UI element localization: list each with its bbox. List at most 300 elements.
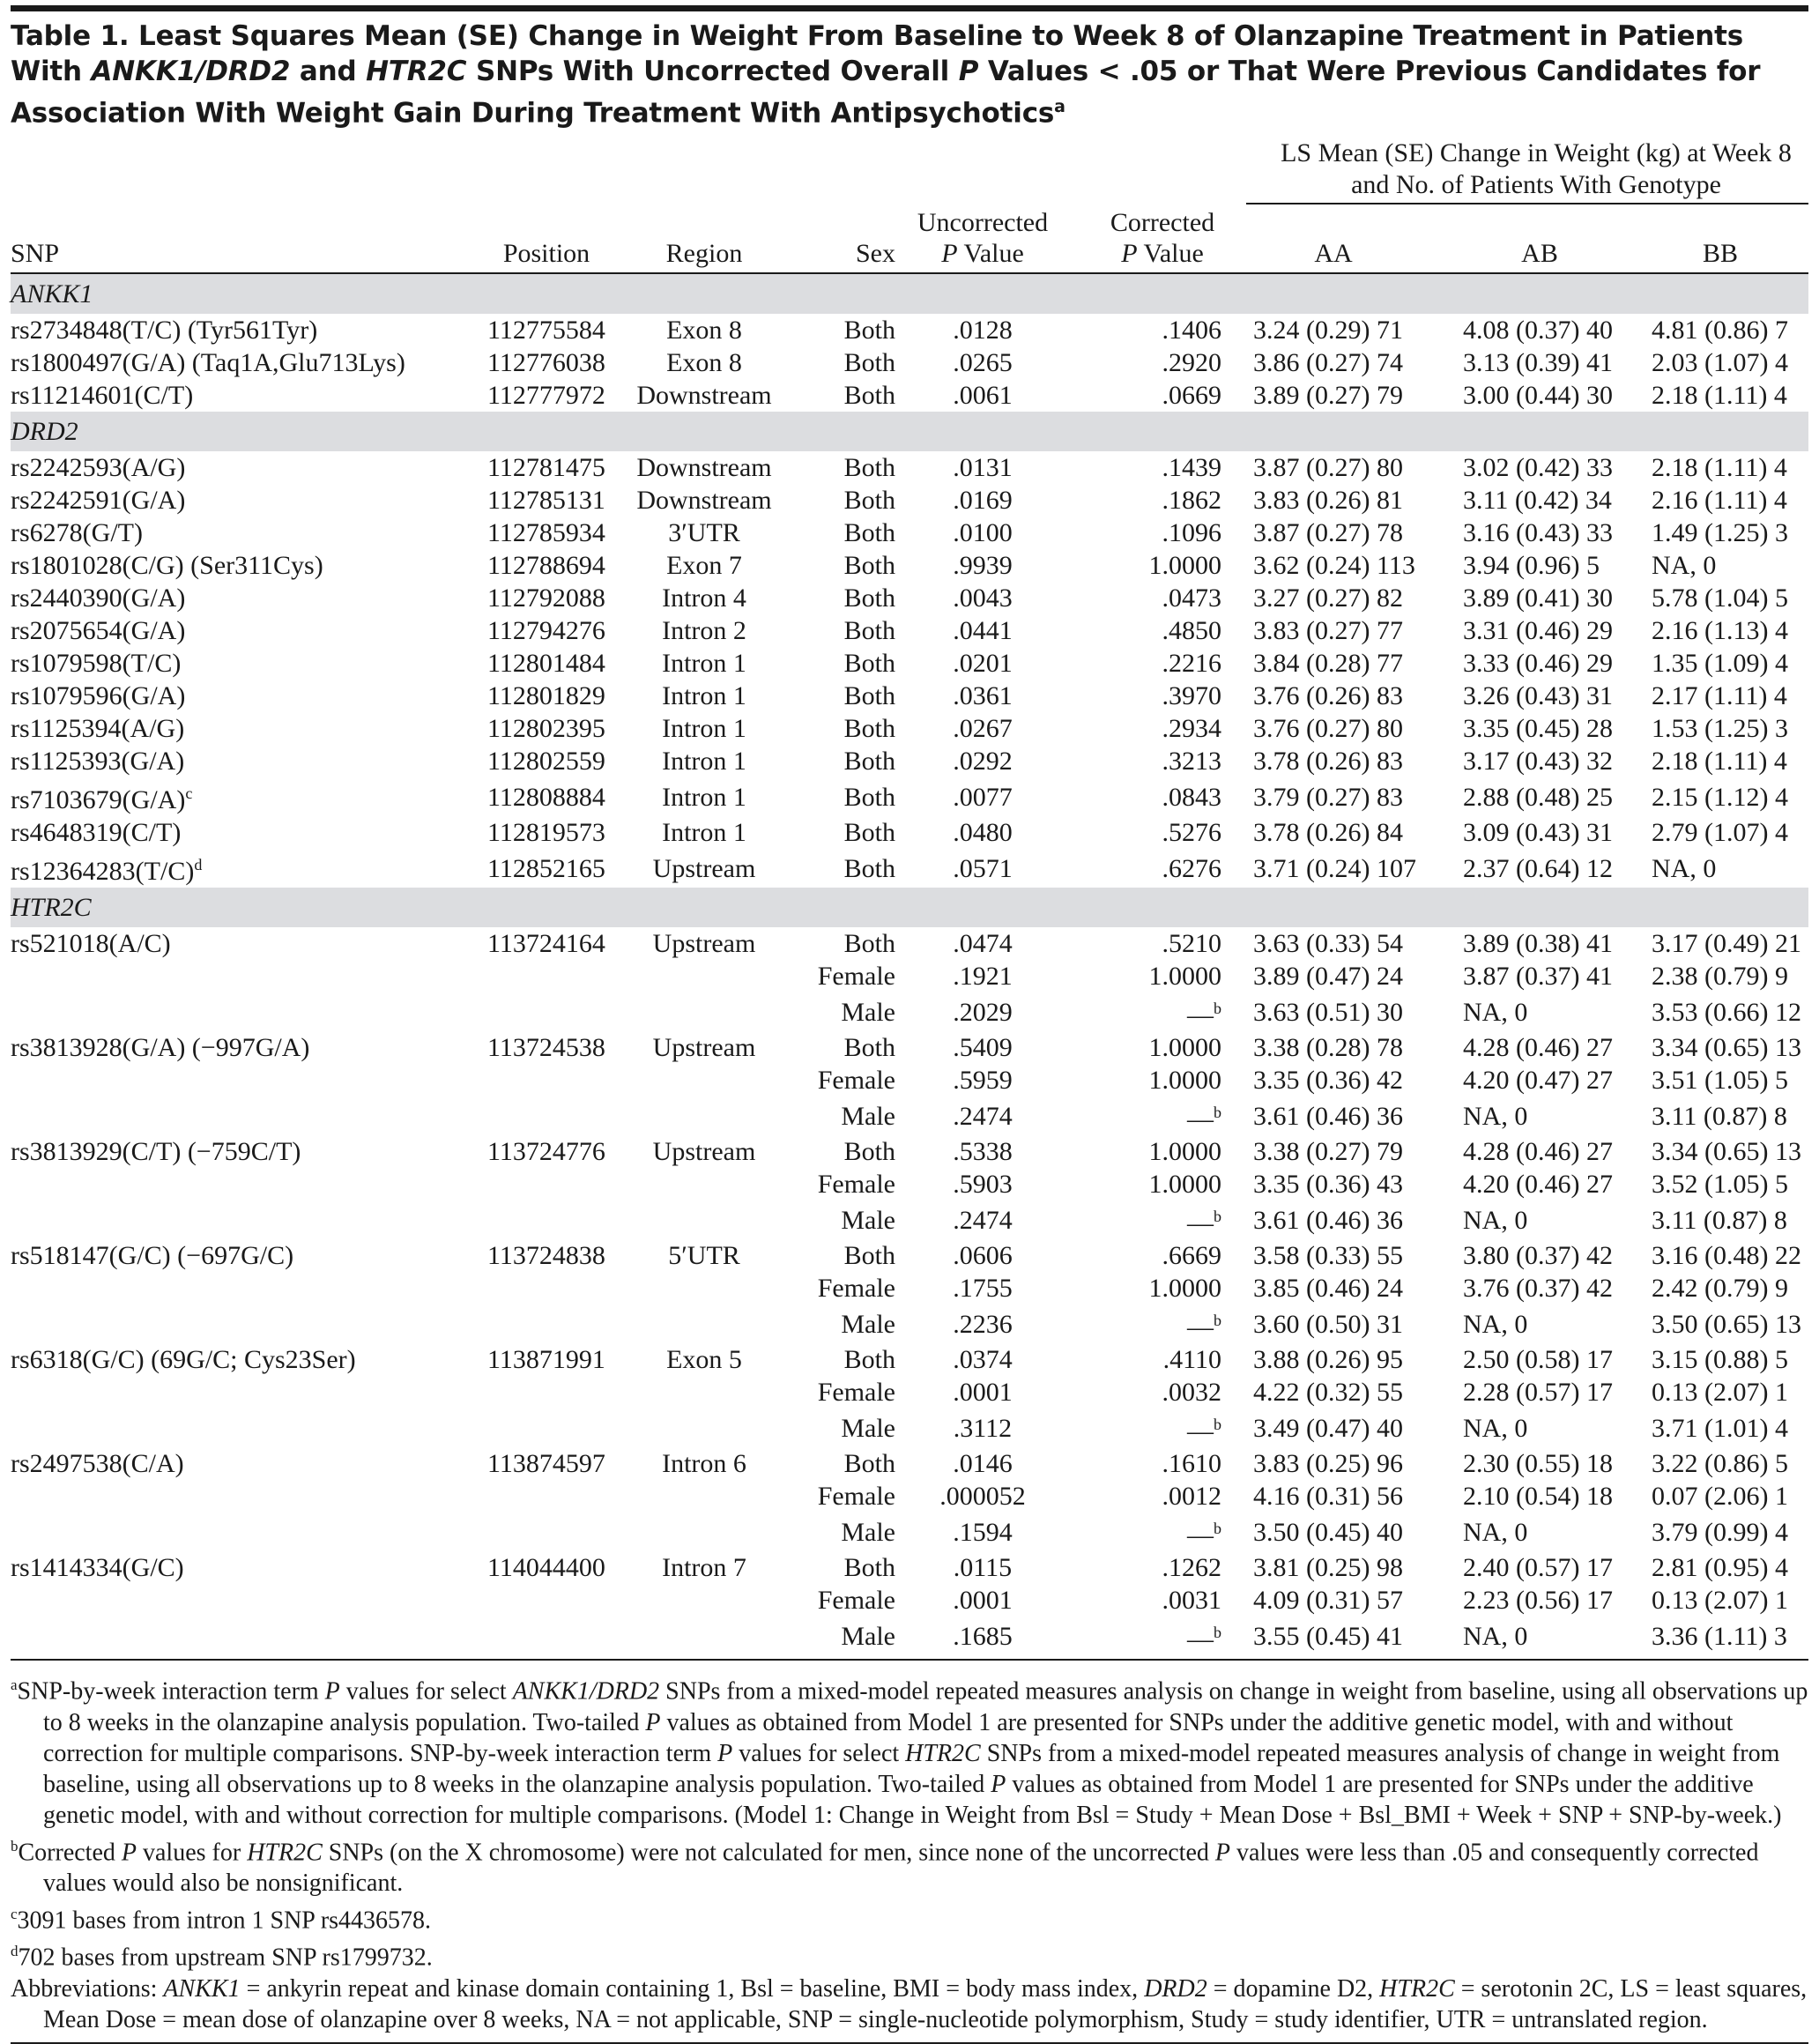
gene-group-label: DRD2 — [11, 412, 1808, 451]
uncorrected-p-cell: .0292 — [953, 747, 1013, 777]
bb-cell: 3.36 (1.11) 3 — [1632, 1617, 1808, 1660]
aa-cell: 3.50 (0.45) 40 — [1253, 1517, 1403, 1547]
position-cell: 113724164 — [487, 929, 605, 959]
region-header: Region — [620, 238, 788, 273]
title-text: Values < .05 or That Were Previous Candidates for Association With Weight Gain During Treatment With Antipsychotics — [11, 56, 1761, 130]
corrected-p-value: — — [1187, 1208, 1214, 1238]
ab-cell: 2.88 (0.48) 25 — [1463, 782, 1613, 812]
ab-cell: 3.89 (0.41) 30 — [1463, 583, 1613, 613]
region-cell — [620, 1376, 788, 1409]
corrected-p-value: 1.0000 — [1148, 1170, 1221, 1200]
corrected-p-cell — [1061, 1064, 1246, 1096]
corrected-p-cell — [1061, 614, 1246, 647]
footnote-text: 702 bases from upstream SNP rs1799732. — [18, 1944, 433, 1972]
region-cell: Upstream — [652, 1033, 756, 1063]
sex-cell: Female — [817, 1482, 895, 1512]
position-cell: 112808884 — [487, 782, 605, 812]
corrected-p-cell — [1061, 1584, 1246, 1617]
region-cell: Downstream — [636, 453, 772, 483]
footnote — [11, 1973, 1808, 2035]
gene-group-row — [11, 273, 1808, 314]
snp-cell — [11, 1376, 472, 1409]
bb-cell: 3.79 (0.99) 4 — [1652, 1517, 1788, 1547]
corrected-p-header — [1061, 238, 1246, 273]
snp-cell — [11, 1272, 472, 1304]
sex-cell: Male — [841, 997, 895, 1027]
aa-cell: 3.63 (0.33) 54 — [1253, 929, 1403, 959]
uncorrected-p-cell: .0441 — [953, 616, 1013, 646]
table-row — [11, 927, 1808, 960]
table-row — [11, 1200, 1808, 1239]
gene-group-row — [11, 888, 1808, 927]
p-italic: P — [1121, 239, 1138, 269]
sex-cell: Both — [843, 649, 895, 679]
snp-cell — [11, 484, 472, 517]
position-cell — [472, 1064, 620, 1096]
corrected-p-value: .1096 — [1162, 518, 1221, 548]
position-cell — [472, 1376, 620, 1409]
position-cell: 112792088 — [487, 583, 605, 613]
position-header: Position — [472, 238, 620, 273]
snp-name: rs4648319(C/T) — [11, 818, 182, 848]
title-footnote-mark: a — [1054, 97, 1065, 116]
footnote-text: ANKK1/DRD2 — [512, 1677, 660, 1706]
region-cell — [620, 1096, 788, 1135]
corrected-p-cell — [1061, 1304, 1246, 1343]
uncorrected-p-cell: .0361 — [953, 681, 1013, 711]
uncorrected-p-cell: .0606 — [953, 1241, 1013, 1271]
table-row — [11, 614, 1808, 647]
uncorrected-p-cell: .0043 — [953, 583, 1013, 613]
table-row — [11, 745, 1808, 777]
ab-cell: 4.20 (0.47) 27 — [1463, 1066, 1613, 1096]
position-cell: 113724538 — [487, 1033, 605, 1063]
ab-cell: 3.87 (0.37) 41 — [1463, 962, 1613, 992]
footnote — [11, 1831, 1808, 1899]
sex-cell: Female — [817, 1586, 895, 1616]
bb-cell: 3.11 (0.87) 8 — [1652, 1101, 1787, 1131]
bb-cell: 2.18 (1.11) 4 — [1652, 381, 1787, 411]
aa-cell: 3.89 (0.27) 79 — [1253, 381, 1403, 411]
uncorrected-p-cell: .2236 — [953, 1309, 1013, 1339]
table-row — [11, 451, 1808, 484]
corrected-p-cell — [1061, 1409, 1246, 1447]
sex-cell: Both — [843, 747, 895, 777]
region-cell: Intron 1 — [662, 649, 746, 679]
corrected-p-value: — — [1187, 1104, 1214, 1134]
sex-cell: Both — [843, 1345, 895, 1375]
aa-cell: 4.09 (0.31) 57 — [1253, 1586, 1403, 1616]
uncorrected-p-cell: .5903 — [953, 1170, 1013, 1200]
position-cell: 112785131 — [487, 486, 605, 516]
corrected-p-value: .4850 — [1162, 616, 1221, 646]
ab-cell: NA, 0 — [1463, 1413, 1528, 1443]
bb-cell: 3.34 (0.65) 13 — [1652, 1033, 1801, 1063]
snp-name: rs1414334(G/C) — [11, 1553, 184, 1583]
uncorrected-p-cell: .0100 — [953, 518, 1013, 548]
bb-cell: 1.53 (1.25) 3 — [1652, 714, 1788, 744]
snp-name: rs3813929(C/T) (−759C/T) — [11, 1137, 301, 1167]
table-row — [11, 1513, 1808, 1551]
corrected-p-value: .2934 — [1162, 714, 1221, 744]
snp-name: rs7103679(G/A) — [11, 785, 186, 815]
position-cell: 112819573 — [487, 818, 605, 848]
snp-name: rs2497538(C/A) — [11, 1449, 184, 1479]
footnote-text: SNPs (on the X chromosome) were not calculated for men, since none of the uncorrected — [322, 1838, 1215, 1866]
ab-cell: NA, 0 — [1463, 1101, 1528, 1131]
bb-cell: 0.13 (2.07) 1 — [1652, 1378, 1788, 1408]
sex-cell: Female — [817, 1378, 895, 1408]
footnote-text: HTR2C — [247, 1838, 323, 1866]
corrected-p-cell — [1061, 1096, 1246, 1135]
snp-cell — [11, 1064, 472, 1096]
snp-cell — [11, 549, 472, 582]
table-row — [11, 1376, 1808, 1409]
corrected-p-value: .0012 — [1162, 1482, 1221, 1512]
aa-cell: 3.83 (0.26) 81 — [1253, 486, 1403, 516]
bb-cell: 2.42 (0.79) 9 — [1652, 1274, 1788, 1304]
corrected-p-cell — [1061, 1272, 1246, 1304]
table-row — [11, 1168, 1808, 1200]
sex-cell: Both — [843, 1241, 895, 1271]
ab-cell: 3.89 (0.38) 41 — [1463, 929, 1613, 959]
snp-name: rs1801028(C/G) (Ser311Cys) — [11, 551, 323, 581]
corrected-p-value: — — [1187, 1520, 1214, 1550]
position-cell — [472, 1480, 620, 1513]
ab-cell: 3.00 (0.44) 30 — [1463, 381, 1613, 411]
ab-cell: 2.30 (0.55) 18 — [1463, 1449, 1613, 1479]
region-cell — [620, 1409, 788, 1447]
ab-cell: 4.28 (0.46) 27 — [1463, 1137, 1613, 1167]
aa-cell: 3.35 (0.36) 43 — [1253, 1170, 1403, 1200]
sex-cell: Both — [843, 616, 895, 646]
region-cell: Downstream — [636, 381, 772, 411]
aa-cell: 3.24 (0.29) 71 — [1253, 316, 1403, 346]
ab-cell: 3.31 (0.46) 29 — [1463, 616, 1613, 646]
corrected-p-cell — [1061, 1551, 1246, 1584]
uncorrected-p-cell: .0571 — [953, 853, 1013, 883]
snp-name: rs6278(G/T) — [11, 518, 143, 548]
sex-cell: Male — [841, 1101, 895, 1131]
uncorrected-p-cell: .000052 — [939, 1482, 1026, 1512]
footnote-mark: c — [11, 1905, 18, 1922]
corrected-p-value: .1862 — [1162, 486, 1221, 516]
bb-cell: 1.49 (1.25) 3 — [1652, 518, 1788, 548]
top-rule — [11, 5, 1808, 11]
position-cell: 112788694 — [487, 551, 605, 581]
position-cell: 112776038 — [487, 348, 605, 378]
bb-cell: 2.18 (1.11) 4 — [1652, 747, 1787, 777]
corrected-p-cell — [1061, 1135, 1246, 1168]
data-table — [11, 138, 1808, 1661]
footnote — [11, 1899, 1808, 1936]
footnote-text: SNP-by-week interaction term — [17, 1677, 325, 1706]
ab-header: AB — [1447, 238, 1632, 273]
corrected-p-value: .2920 — [1162, 348, 1221, 378]
table-row — [11, 582, 1808, 614]
aa-cell: 4.22 (0.32) 55 — [1253, 1378, 1403, 1408]
ab-cell: 3.80 (0.37) 42 — [1463, 1241, 1613, 1271]
snp-name: rs1079596(G/A) — [11, 681, 186, 711]
sex-cell: Both — [843, 551, 895, 581]
table-footnotes — [11, 1669, 1808, 2034]
table-row — [11, 1096, 1808, 1135]
ab-cell: 2.50 (0.58) 17 — [1463, 1345, 1613, 1375]
corrected-p-cell — [1061, 1447, 1246, 1480]
table-row — [11, 1584, 1808, 1617]
uncorrected-p-cell: .1921 — [953, 962, 1013, 992]
table-row — [11, 680, 1808, 712]
region-cell: Intron 7 — [662, 1553, 746, 1583]
aa-cell: 3.85 (0.46) 24 — [1253, 1274, 1403, 1304]
uncorrected-p-cell: .0077 — [953, 782, 1013, 812]
region-cell — [620, 1200, 788, 1239]
bb-cell: 2.79 (1.07) 4 — [1652, 818, 1788, 848]
bb-cell: 3.16 (0.48) 22 — [1652, 1241, 1801, 1271]
ab-cell: 3.76 (0.37) 42 — [1463, 1274, 1613, 1304]
aa-cell: 3.55 (0.45) 41 — [1246, 1617, 1447, 1660]
corrected-p-cell — [1061, 712, 1246, 745]
table-title — [11, 19, 1808, 130]
aa-cell: 3.61 (0.46) 36 — [1253, 1205, 1403, 1235]
snp-name: rs6318(G/C) (69G/C; Cys23Ser) — [11, 1345, 356, 1375]
corrected-p-value: .1262 — [1162, 1553, 1221, 1583]
title-gene-htr2c: HTR2C — [366, 56, 467, 87]
bb-cell: 3.17 (0.49) 21 — [1652, 929, 1801, 959]
table-row — [11, 1031, 1808, 1064]
ab-cell: 2.10 (0.54) 18 — [1463, 1482, 1613, 1512]
footnote-text: Abbreviations: — [11, 1974, 164, 2003]
sex-cell: Both — [843, 1137, 895, 1167]
ab-cell: 3.33 (0.46) 29 — [1463, 649, 1613, 679]
aa-cell: 3.78 (0.26) 84 — [1253, 818, 1403, 848]
ab-cell: 3.94 (0.96) 5 — [1463, 551, 1600, 581]
snp-footnote-mark: c — [185, 784, 193, 803]
position-cell: 112781475 — [487, 453, 605, 483]
corrected-p-cell — [1061, 816, 1246, 849]
corrected-p-cell — [1061, 451, 1246, 484]
region-cell: Intron 6 — [662, 1449, 746, 1479]
position-cell: 112801484 — [487, 649, 605, 679]
title-text: Table 1. Least Squares Mean (SE) Change in Weight From Baseline to Week 8 of Olanzapine Treatment in Patients With — [11, 20, 1744, 87]
uncorrected-p-header — [904, 238, 1061, 273]
region-cell: Upstream — [652, 853, 756, 883]
region-cell: Intron 1 — [662, 681, 746, 711]
corrected-p-value: .0843 — [1162, 782, 1221, 812]
position-cell: 112801829 — [487, 681, 605, 711]
corrected-p-cell — [1061, 484, 1246, 517]
region-cell — [620, 1168, 788, 1200]
corrected-p-cell — [1061, 1343, 1246, 1376]
corrected-p-value: 1.0000 — [1148, 1137, 1221, 1167]
corrected-p-value: .1610 — [1162, 1449, 1221, 1479]
region-cell — [620, 1272, 788, 1304]
table-row — [11, 992, 1808, 1031]
aa-cell: 3.78 (0.26) 83 — [1253, 747, 1403, 777]
uncorrected-p-cell: .0001 — [953, 1378, 1013, 1408]
uncorrected-p-cell: .0131 — [953, 453, 1013, 483]
bb-cell: 3.15 (0.88) 5 — [1652, 1345, 1788, 1375]
region-cell — [620, 1304, 788, 1343]
footnote-text: = ankyrin repeat and kinase domain containing 1, Bsl = baseline, BMI = body mass index, — [240, 1974, 1145, 2003]
footnote-text: = dopamine D2, — [1206, 1974, 1380, 2003]
p-italic: P — [941, 239, 958, 269]
snp-cell — [11, 1617, 472, 1660]
corrected-p-value: .2216 — [1162, 649, 1221, 679]
uncorrected-p-cell: .9939 — [953, 551, 1013, 581]
corrected-p-cell — [1061, 379, 1246, 412]
corrected-p-value: 1.0000 — [1148, 1274, 1221, 1304]
table-row — [11, 1409, 1808, 1447]
corrected-p-value: — — [1187, 1312, 1214, 1342]
aa-cell: 3.71 (0.24) 107 — [1253, 853, 1416, 883]
corrected-p-cell — [1061, 745, 1246, 777]
aa-cell: 3.27 (0.27) 82 — [1253, 583, 1403, 613]
uncorrected-p-cell: .2474 — [953, 1101, 1013, 1131]
corrected-header-line1: Corrected — [1110, 208, 1215, 238]
sex-cell: Male — [841, 1517, 895, 1547]
position-cell — [472, 1409, 620, 1447]
ab-cell: 2.40 (0.57) 17 — [1463, 1553, 1613, 1583]
sex-header: Sex — [788, 238, 904, 273]
table-row — [11, 314, 1808, 346]
corrected-p-value: .5276 — [1162, 818, 1221, 848]
ab-cell: 3.11 (0.42) 34 — [1463, 486, 1612, 516]
snp-name: rs11214601(C/T) — [11, 381, 194, 411]
position-cell: 112785934 — [487, 518, 605, 548]
uncorrected-p-cell: .0001 — [953, 1586, 1013, 1616]
ab-cell: 3.09 (0.43) 31 — [1463, 818, 1613, 848]
snp-cell — [11, 1304, 472, 1343]
aa-cell: 3.35 (0.36) 42 — [1253, 1066, 1403, 1096]
ab-cell: 4.28 (0.46) 27 — [1463, 1033, 1613, 1063]
table-row — [11, 346, 1808, 379]
uncorrected-p-cell: .0115 — [953, 1553, 1013, 1583]
aa-cell: 3.63 (0.51) 30 — [1253, 997, 1403, 1027]
corrected-p-value: — — [1187, 1624, 1214, 1654]
bb-cell: 2.81 (0.95) 4 — [1652, 1553, 1788, 1583]
snp-cell — [11, 1135, 472, 1168]
aa-cell: 3.60 (0.50) 31 — [1253, 1309, 1403, 1339]
position-cell — [472, 1584, 620, 1617]
ab-cell: NA, 0 — [1463, 1205, 1528, 1235]
uncorrected-p-cell: .0267 — [953, 714, 1013, 744]
uncorrected-p-cell: .0061 — [953, 381, 1013, 411]
region-cell — [620, 1513, 788, 1551]
table-row — [11, 1304, 1808, 1343]
sex-cell: Both — [843, 381, 895, 411]
region-cell — [620, 1480, 788, 1513]
snp-cell — [11, 1409, 472, 1447]
snp-cell — [11, 379, 472, 412]
region-cell: 3′UTR — [668, 518, 740, 548]
sex-cell: Male — [788, 1617, 904, 1660]
footnote-text: HTR2C — [1379, 1974, 1455, 2003]
table-body — [11, 273, 1808, 1660]
corrected-p-value: .0031 — [1162, 1586, 1221, 1616]
snp-name: rs12364283(T/C) — [11, 857, 195, 887]
footnote-text: DRD2 — [1144, 1974, 1207, 2003]
snp-cell — [11, 1584, 472, 1617]
title-text: SNPs With Uncorrected Overall — [466, 56, 959, 87]
table-row — [11, 484, 1808, 517]
ab-cell: NA, 0 — [1463, 1517, 1528, 1547]
table-row — [11, 1551, 1808, 1584]
sex-cell: Both — [843, 1449, 895, 1479]
region-cell: Intron 1 — [662, 818, 746, 848]
corrected-p-cell — [1061, 582, 1246, 614]
corrected-p-value: .6669 — [1162, 1241, 1221, 1271]
title-p-italic: P — [958, 56, 979, 87]
aa-cell: 3.62 (0.24) 113 — [1253, 551, 1415, 581]
snp-name: rs2075654(G/A) — [11, 616, 186, 646]
bb-cell: 0.07 (2.06) 1 — [1652, 1482, 1788, 1512]
snp-cell — [11, 582, 472, 614]
bb-cell: 3.22 (0.86) 5 — [1652, 1449, 1788, 1479]
corrected-p-cell — [1061, 777, 1246, 816]
sex-cell: Female — [817, 962, 895, 992]
aa-cell: 3.61 (0.46) 36 — [1253, 1101, 1403, 1131]
table-row — [11, 849, 1808, 888]
snp-name: rs2440390(G/A) — [11, 583, 186, 613]
position-cell — [472, 1272, 620, 1304]
table-row — [11, 647, 1808, 680]
uncorrected-p-cell: .2029 — [953, 997, 1013, 1027]
aa-cell: 3.89 (0.47) 24 — [1253, 962, 1403, 992]
aa-cell: 3.88 (0.26) 95 — [1253, 1345, 1403, 1375]
aa-cell: 3.84 (0.28) 77 — [1253, 649, 1403, 679]
position-cell: 113724838 — [487, 1241, 605, 1271]
footnote-text: values were less than .05 and consequently corrected values would also be nonsignificant. — [43, 1838, 1759, 1897]
corrected-p-value: .0473 — [1162, 583, 1221, 613]
table-row — [11, 777, 1808, 816]
snp-cell — [11, 849, 472, 888]
sex-cell: Both — [843, 681, 895, 711]
sex-cell: Both — [843, 348, 895, 378]
uncorrected-p-cell: .5959 — [953, 1066, 1013, 1096]
corrected-p-cell — [1061, 314, 1246, 346]
aa-cell: 3.86 (0.27) 74 — [1253, 348, 1403, 378]
footnote-text: values as obtained from Model 1 are presented for SNPs under the additive genetic model, with and without correction for multiple comparisons. SNP-by-week interaction term — [43, 1708, 1734, 1767]
sex-cell: Both — [843, 818, 895, 848]
corrected-p-value: .3970 — [1162, 681, 1221, 711]
footnote-text: P — [324, 1677, 340, 1706]
footnote-text: P — [991, 1770, 1006, 1798]
table-row — [11, 712, 1808, 745]
sex-cell: Both — [843, 714, 895, 744]
sex-cell: Both — [843, 1553, 895, 1583]
uncorrected-p-cell: .1755 — [953, 1274, 1013, 1304]
snp-cell — [11, 647, 472, 680]
footnote-mark: b — [11, 1837, 19, 1854]
ab-cell: 4.20 (0.46) 27 — [1463, 1170, 1613, 1200]
corrected-p-cell — [1061, 1376, 1246, 1409]
corrected-p-value: .3213 — [1162, 747, 1221, 777]
snp-cell — [11, 1239, 472, 1272]
uncorrected-p-cell: .1594 — [953, 1517, 1013, 1547]
corrected-p-cell — [1061, 1617, 1246, 1660]
ab-cell: NA, 0 — [1447, 1617, 1632, 1660]
position-cell — [472, 1617, 620, 1660]
aa-cell: 3.83 (0.25) 96 — [1253, 1449, 1403, 1479]
position-cell: 112775584 — [487, 316, 605, 346]
gene-group-label: HTR2C — [11, 888, 1808, 927]
ab-cell: NA, 0 — [1463, 1309, 1528, 1339]
bb-cell: 3.34 (0.65) 13 — [1652, 1137, 1801, 1167]
snp-cell — [11, 960, 472, 992]
corrected-footnote-mark: b — [1214, 1104, 1221, 1122]
corrected-p-cell — [1061, 1239, 1246, 1272]
